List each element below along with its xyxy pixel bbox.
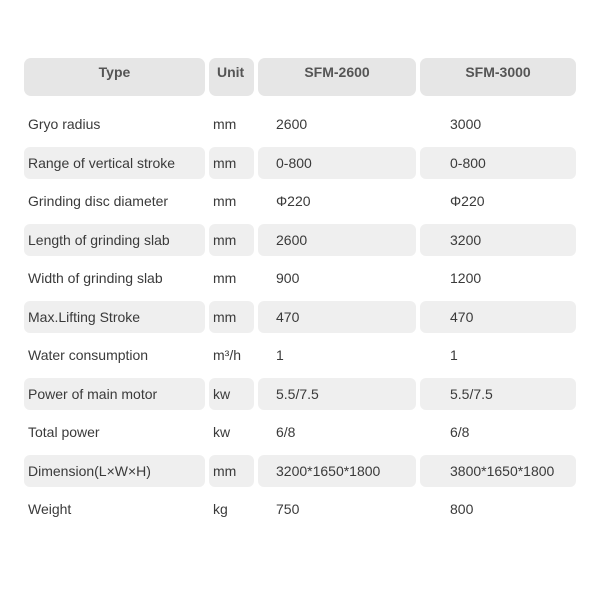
type-cell: Dimension(L×W×H) bbox=[24, 455, 205, 488]
unit-cell: mm bbox=[213, 270, 237, 287]
table-row bbox=[24, 378, 576, 411]
sfm-3000-cell: 6/8 bbox=[450, 424, 470, 441]
sfm-3000-cell: 0-800 bbox=[420, 147, 576, 180]
unit-cell: mm bbox=[213, 193, 237, 210]
sfm-3000-cell: 5.5/7.5 bbox=[420, 378, 576, 411]
type-cell: Gryo radius bbox=[28, 116, 101, 133]
type-cell: Total power bbox=[28, 424, 100, 441]
type-cell: Width of grinding slab bbox=[28, 270, 163, 287]
sfm-2600-cell: 2600 bbox=[258, 224, 416, 257]
type-cell: Power of main motor bbox=[24, 378, 205, 411]
header-row bbox=[24, 58, 576, 96]
sfm-3000-cell: Φ220 bbox=[450, 193, 485, 210]
header-unit: Unit bbox=[209, 58, 254, 96]
unit-cell: kw bbox=[209, 378, 254, 411]
unit-cell: mm bbox=[209, 301, 254, 334]
table-row bbox=[24, 301, 576, 334]
table-row bbox=[24, 262, 576, 295]
sfm-2600-cell: Φ220 bbox=[276, 193, 311, 210]
spec-table bbox=[24, 58, 576, 532]
sfm-2600-cell: 6/8 bbox=[276, 424, 296, 441]
table-row bbox=[24, 108, 576, 141]
unit-cell: mm bbox=[213, 116, 237, 133]
unit-cell: mm bbox=[209, 224, 254, 257]
sfm-3000-cell: 470 bbox=[420, 301, 576, 334]
sfm-3000-cell: 3000 bbox=[450, 116, 482, 133]
sfm-2600-cell: 3200*1650*1800 bbox=[258, 455, 416, 488]
header-sfm-2600: SFM-2600 bbox=[258, 58, 416, 96]
table-row bbox=[24, 185, 576, 218]
unit-cell: kg bbox=[213, 501, 228, 518]
type-cell: Length of grinding slab bbox=[24, 224, 205, 257]
sfm-3000-cell: 1 bbox=[450, 347, 458, 364]
table-row bbox=[24, 455, 576, 488]
unit-cell: m³/h bbox=[213, 347, 241, 364]
sfm-2600-cell: 5.5/7.5 bbox=[258, 378, 416, 411]
table-row bbox=[24, 339, 576, 372]
type-cell: Weight bbox=[28, 501, 72, 518]
table-row bbox=[24, 493, 576, 526]
unit-cell: mm bbox=[209, 455, 254, 488]
sfm-3000-cell: 3200 bbox=[420, 224, 576, 257]
header-type: Type bbox=[24, 58, 205, 96]
type-cell: Grinding disc diameter bbox=[28, 193, 169, 210]
type-cell: Range of vertical stroke bbox=[24, 147, 205, 180]
type-cell: Water consumption bbox=[28, 347, 149, 364]
type-cell: Max.Lifting Stroke bbox=[24, 301, 205, 334]
sfm-2600-cell: 470 bbox=[258, 301, 416, 334]
unit-cell: kw bbox=[213, 424, 231, 441]
sfm-2600-cell: 750 bbox=[276, 501, 300, 518]
table-row bbox=[24, 147, 576, 180]
header-sfm-3000: SFM-3000 bbox=[420, 58, 576, 96]
unit-cell: mm bbox=[209, 147, 254, 180]
sfm-2600-cell: 900 bbox=[276, 270, 300, 287]
sfm-3000-cell: 800 bbox=[450, 501, 474, 518]
sfm-3000-cell: 3800*1650*1800 bbox=[420, 455, 576, 488]
sfm-2600-cell: 1 bbox=[276, 347, 284, 364]
sfm-2600-cell: 2600 bbox=[276, 116, 308, 133]
table-row bbox=[24, 224, 576, 257]
sfm-3000-cell: 1200 bbox=[450, 270, 482, 287]
sfm-2600-cell: 0-800 bbox=[258, 147, 416, 180]
table-row bbox=[24, 416, 576, 449]
